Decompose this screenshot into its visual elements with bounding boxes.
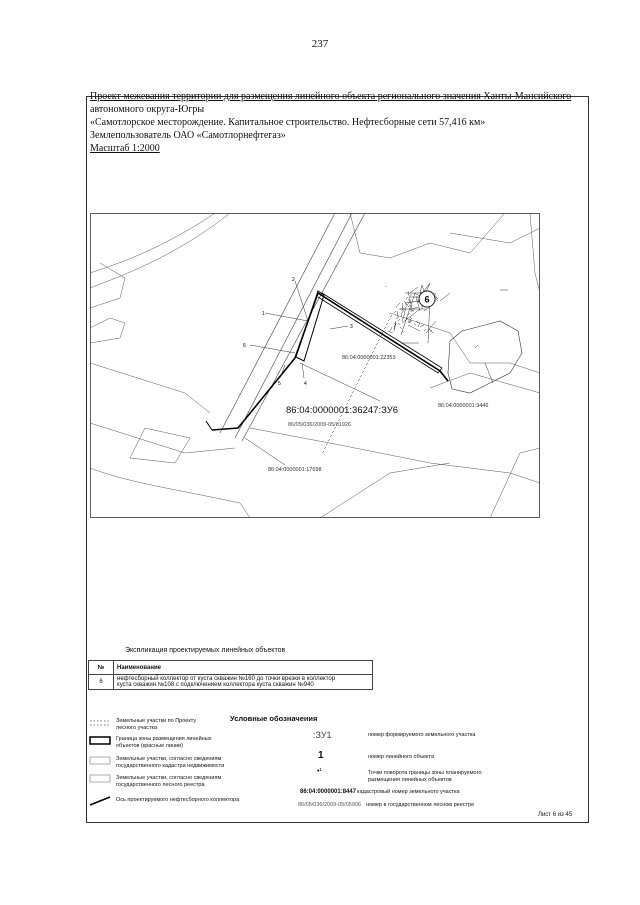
- legend-text: лесного участка: [116, 725, 158, 731]
- legend-text: Земельные участки, согласно сведениям: [116, 775, 222, 781]
- legend-text-object-number: номер линейного объекта: [368, 754, 435, 760]
- legend-text-turn-point: [368, 770, 482, 784]
- point-label: 4: [304, 381, 307, 387]
- legend-text: государственного кадастра недвижимости: [116, 763, 225, 769]
- legend-item-forest-plots: [116, 718, 196, 732]
- map-drawing: [90, 213, 540, 518]
- header-line-3: «Самотлорское месторождение. Капитальное строительство. Нефтесборные сети 57,416 км»: [90, 117, 486, 128]
- legend-symbol-object-number: 1: [318, 750, 324, 761]
- explication-table: [88, 660, 373, 690]
- legend-text: Земельные участки по Проекту: [116, 718, 197, 724]
- header-line-2: автономного округа-Югры: [90, 104, 205, 115]
- legend-text: Граница зоны размещения линейных: [116, 736, 212, 742]
- table-header-row: [89, 661, 373, 675]
- legend-text-forest-number: номер в государственном лесном реестре: [366, 802, 475, 808]
- point-label: 1: [262, 311, 265, 317]
- header-line-1: Проект межевания территории для размещения линейного объекта регионального значения Ханты-Мансийского: [90, 91, 572, 102]
- point-label: 5: [278, 381, 281, 387]
- scale-label: Масштаб 1:2000: [90, 143, 160, 154]
- legend-text: размещения линейных объектов: [368, 777, 452, 783]
- legend-item-collector-axis: [116, 797, 239, 804]
- parcel-label-17698: 86:04:0000001:17698: [268, 467, 322, 473]
- legend-text-zu: номер формируемого земельного участка: [368, 732, 476, 738]
- parcel-label-main: 86:04:0000001:36247:ЗУ6: [286, 405, 399, 416]
- object-number: 6: [424, 294, 430, 305]
- point-label: 3: [350, 324, 353, 330]
- legend-symbols-left: [88, 717, 114, 812]
- legend-text: Ось проектируемого нефтесборного коллектора: [116, 797, 240, 803]
- cadastral-map: [90, 213, 540, 518]
- sheet-number: Лист 6 из 45: [538, 812, 573, 818]
- forest-registry-label: 86/05/036/2009-05/01926: [288, 422, 352, 428]
- col-name-header: Наименование: [114, 661, 373, 675]
- table-row: [89, 675, 373, 690]
- zone-boundary-symbol: [90, 737, 110, 744]
- collector-axis-symbol: [90, 797, 110, 805]
- header-line-4: Землепользователь ОАО «Самотлорнефтегаз»: [90, 130, 286, 141]
- legend-text: Точки поворота границы зоны планируемого: [368, 770, 482, 776]
- legend-item-forest-registry: [116, 775, 221, 789]
- legend-symbol-cadastral-number: 86:04:0000001:8447: [300, 789, 357, 795]
- legend-title: Условные обозначения: [230, 714, 318, 723]
- row-name-line-1: нефтесборный коллектор от куста скважин №160 до точки врезки в коллектор: [117, 676, 336, 682]
- legend-text: Земельные участки, согласно сведениям: [116, 756, 222, 762]
- parcel-label-9446: 86:04:0000001:9446: [438, 403, 489, 409]
- parcel-label-22353: 86:04:0000001:22353: [342, 355, 396, 361]
- row-name-line-2: куста скважин №108 с подключением коллектора куста скважин №940: [117, 682, 314, 688]
- point-label: 6: [243, 343, 246, 349]
- col-num-header: №: [89, 661, 114, 675]
- legend-symbol-turn-point: •¹: [317, 768, 322, 775]
- legend-text: объектов (красные линии): [116, 743, 183, 749]
- explication-title: Экспликация проектируемых линейных объектов: [125, 647, 286, 654]
- legend-item-zone-boundary: [116, 736, 211, 750]
- point-label: 2: [292, 277, 295, 283]
- row-name: [114, 675, 373, 690]
- row-num: 6: [89, 675, 114, 690]
- page-number: 237: [311, 38, 329, 50]
- forest-registry-symbol: [90, 775, 110, 782]
- legend-item-cadastre-parcels: [116, 756, 224, 770]
- legend-text-cadastral-number: кадастровый номер земельного участка: [357, 789, 460, 795]
- legend-symbol-zu: :ЗУ1: [313, 730, 332, 740]
- legend-text: государственного лесного реестра: [116, 782, 205, 788]
- legend-symbol-forest-number: 86/05/036/2009-05/05906: [298, 802, 362, 808]
- cadastre-parcel-symbol: [90, 757, 110, 764]
